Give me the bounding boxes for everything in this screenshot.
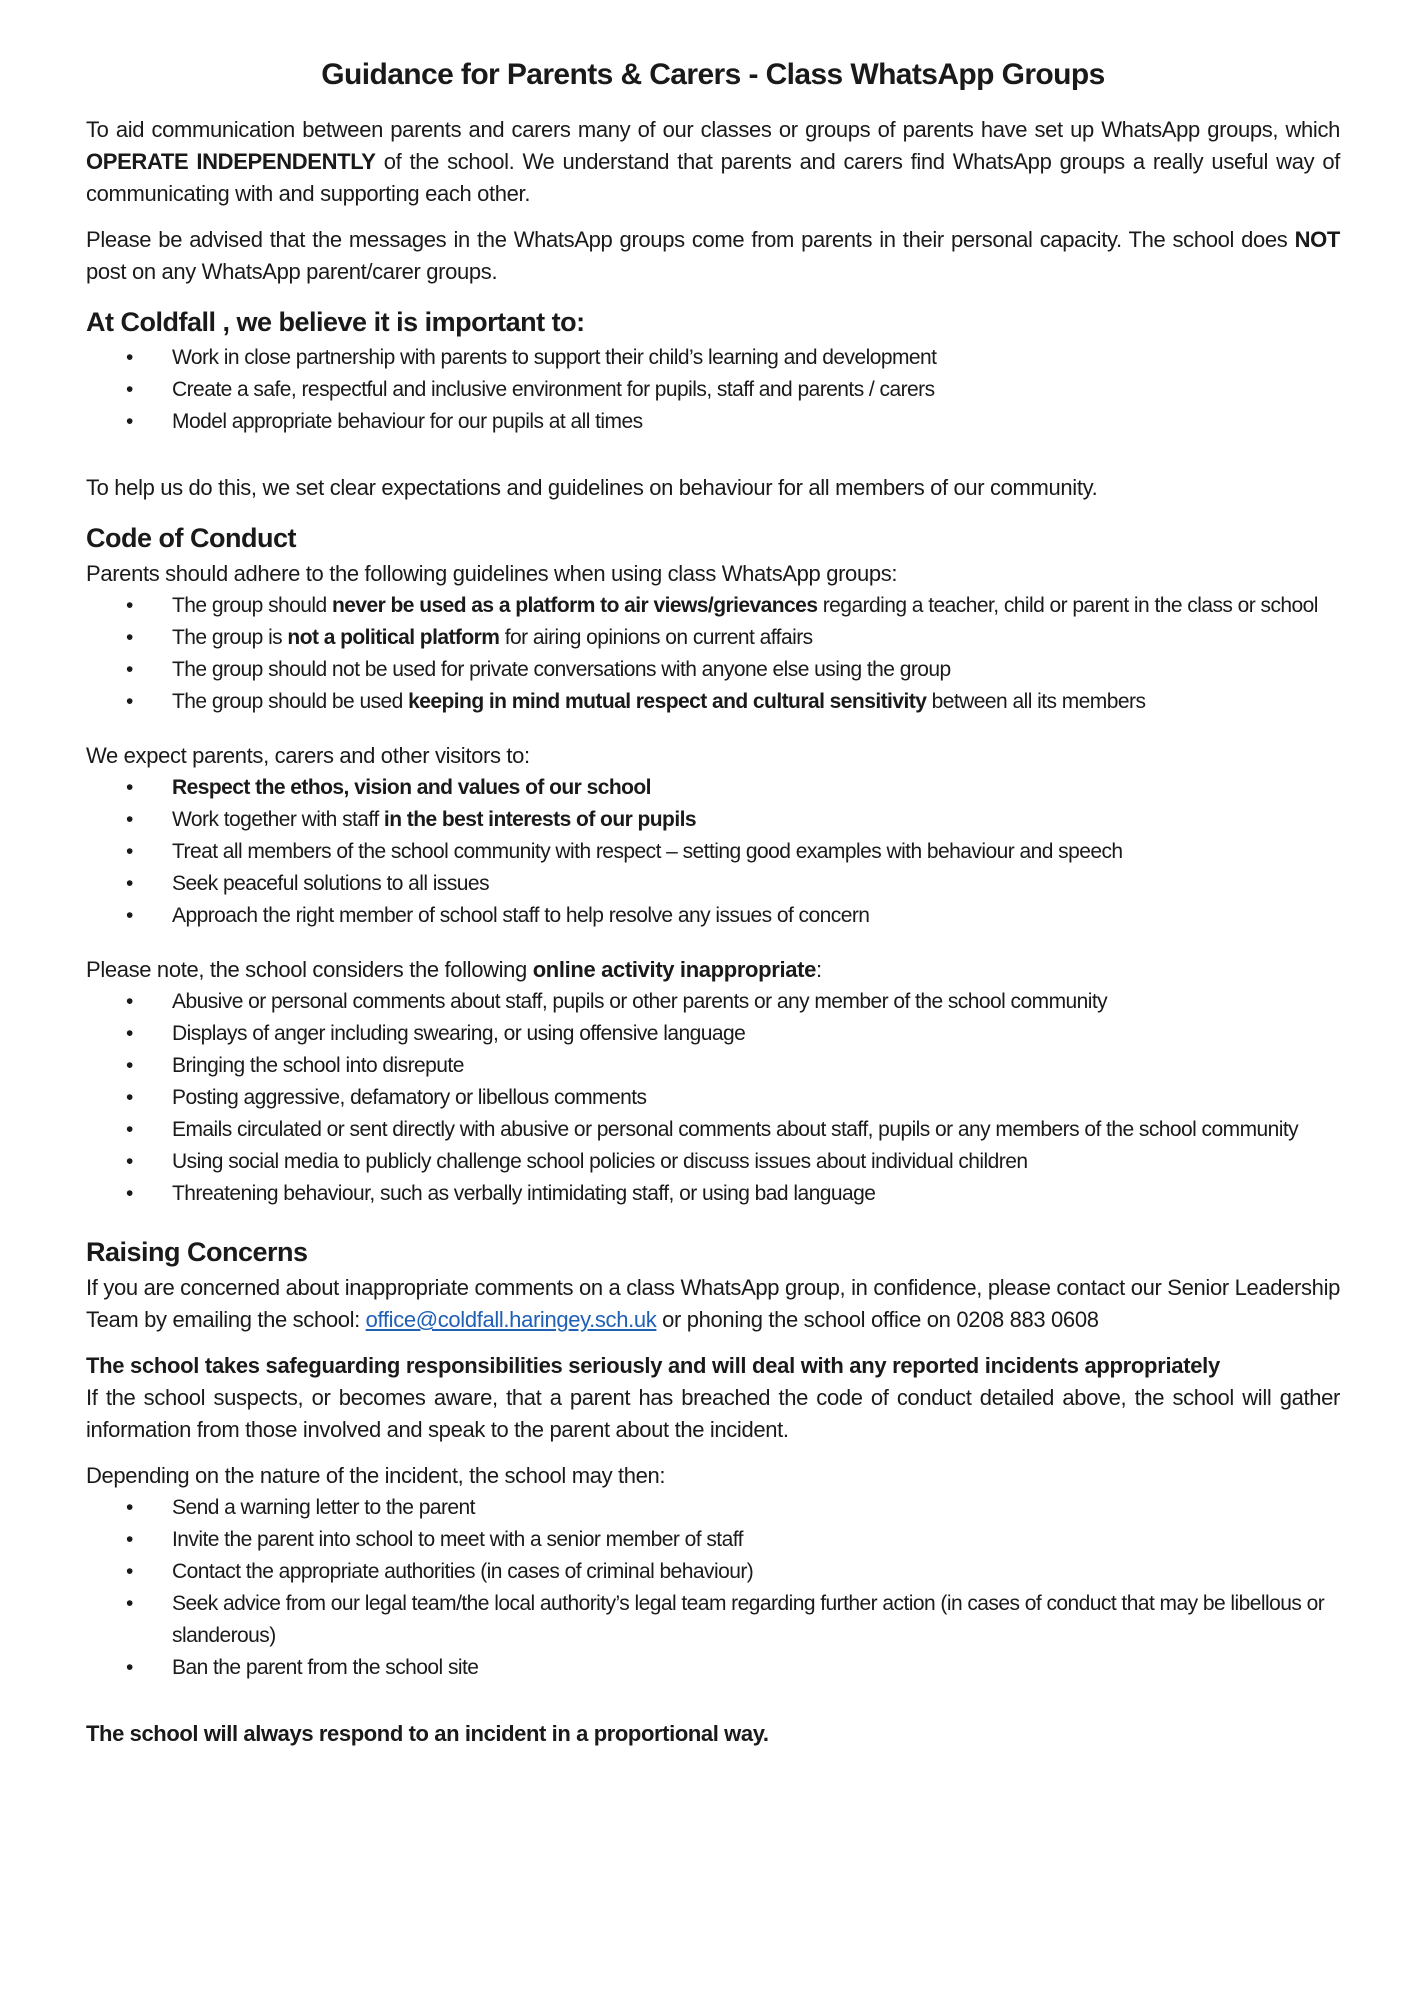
bullet-icon: • — [126, 1086, 133, 1109]
section-heading-raising-concerns: Raising Concerns — [86, 1237, 308, 1267]
bullet-icon: • — [126, 1496, 133, 1519]
beliefs-followup: To help us do this, we set clear expectations and guidelines on behaviour for all members of our community. — [86, 475, 1098, 500]
document-page — [86, 50, 1340, 1750]
bullet-icon: • — [126, 840, 133, 863]
raising-concerns-text: If you are concerned about inappropriate comments on a class WhatsApp group, in confidence, please contact our Senior Leadership Team by emailing the school: office@coldfall.haringey.sch.uk or phoning the school office on 0208 883 0608 — [86, 1275, 1340, 1332]
inappropriate-intro: Please note, the school considers the following online activity inappropriate: — [86, 957, 822, 982]
list-item: • Bringing the school into disrepute — [86, 1050, 1340, 1082]
bullet-icon: • — [126, 1118, 133, 1141]
bullet-icon: • — [126, 690, 133, 713]
bullet-icon: • — [126, 410, 133, 433]
code-of-conduct-intro: Parents should adhere to the following guidelines when using class WhatsApp groups: — [86, 561, 898, 586]
emphasis-text: OPERATE INDEPENDENTLY — [86, 149, 376, 174]
list-item: • Approach the right member of school staff to help resolve any issues of concern — [86, 900, 1340, 932]
bullet-icon: • — [126, 1182, 133, 1205]
list-item: • The group should be used keeping in mind mutual respect and cultural sensitivity between all its members — [86, 686, 1340, 718]
bullet-icon: • — [126, 346, 133, 369]
expectations-intro: We expect parents, carers and other visitors to: — [86, 743, 530, 768]
list-item: • Work in close partnership with parents to support their child’s learning and development — [86, 342, 1340, 374]
list-item: • Treat all members of the school community with respect – setting good examples with behaviour and speech — [86, 836, 1340, 868]
list-item: • Create a safe, respectful and inclusive environment for pupils, staff and parents / carers — [86, 374, 1340, 406]
section-heading-safeguarding: The school takes safeguarding responsibilities seriously and will deal with any reported incidents appropriately — [86, 1353, 1220, 1378]
section-heading-code-of-conduct: Code of Conduct — [86, 523, 296, 553]
intro-paragraph-1: To aid communication between parents and carers many of our classes or groups of parents have set up WhatsApp groups, which OPERATE INDEPENDENTLY of the school. We understand that parents and carers find WhatsApp groups a really useful way of communicating with and supporting each other. — [86, 117, 1340, 206]
bullet-icon: • — [126, 1656, 133, 1679]
bullet-icon: • — [126, 776, 133, 799]
list-item: • Seek peaceful solutions to all issues — [86, 868, 1340, 900]
list-item: • The group should not be used for private conversations with anyone else using the group — [86, 654, 1340, 686]
bullet-icon: • — [126, 872, 133, 895]
list-item: • The group is not a political platform for airing opinions on current affairs — [86, 622, 1340, 654]
closing-statement: The school will always respond to an incident in a proportional way. — [86, 1721, 769, 1746]
list-item: • Send a warning letter to the parent — [86, 1492, 1340, 1524]
page-title: Guidance for Parents & Carers - Class WhatsApp Groups — [321, 58, 1105, 91]
intro-paragraph-2: Please be advised that the messages in the WhatsApp groups come from parents in their personal capacity. The school does NOT post on any WhatsApp parent/carer groups. — [86, 227, 1340, 284]
beliefs-list — [86, 342, 1340, 438]
list-item: • Using social media to publicly challenge school policies or discuss issues about individual children — [86, 1146, 1340, 1178]
bullet-icon: • — [126, 378, 133, 401]
inappropriate-list — [86, 986, 1340, 1210]
email-link[interactable]: office@coldfall.haringey.sch.uk — [365, 1307, 657, 1332]
bullet-icon: • — [126, 1150, 133, 1173]
section-heading-beliefs: At Coldfall , we believe it is important to: — [86, 307, 585, 337]
list-item: • Work together with staff in the best interests of our pupils — [86, 804, 1340, 836]
list-item: • Contact the appropriate authorities (in cases of criminal behaviour) — [86, 1556, 1340, 1588]
bullet-icon: • — [126, 658, 133, 681]
list-item: • Invite the parent into school to meet with a senior member of staff — [86, 1524, 1340, 1556]
bullet-icon: • — [126, 1560, 133, 1583]
bullet-icon: • — [126, 808, 133, 831]
bullet-icon: • — [126, 594, 133, 617]
list-item: • Abusive or personal comments about staff, pupils or other parents or any member of the school community — [86, 986, 1340, 1018]
bullet-icon: • — [126, 1022, 133, 1045]
list-item: • Ban the parent from the school site — [86, 1652, 1340, 1684]
bullet-icon: • — [126, 626, 133, 649]
emphasis-text: NOT — [1294, 227, 1340, 252]
bullet-icon: • — [126, 1054, 133, 1077]
bullet-icon: • — [126, 990, 133, 1013]
list-item: • Seek advice from our legal team/the local authority’s legal team regarding further action (in cases of conduct that may be libellous or slanderous) — [86, 1588, 1340, 1652]
list-item: • Threatening behaviour, such as verbally intimidating staff, or using bad language — [86, 1178, 1340, 1210]
bullet-icon: • — [126, 1528, 133, 1551]
bullet-icon: • — [126, 904, 133, 927]
actions-list — [86, 1492, 1340, 1684]
bullet-icon: • — [126, 1592, 133, 1615]
list-item: • Posting aggressive, defamatory or libellous comments — [86, 1082, 1340, 1114]
list-item: • Model appropriate behaviour for our pupils at all times — [86, 406, 1340, 438]
list-item: • Respect the ethos, vision and values of our school — [86, 772, 1340, 804]
safeguarding-text: If the school suspects, or becomes aware, that a parent has breached the code of conduct detailed above, the school will gather information from those involved and speak to the parent about the incident. — [86, 1385, 1340, 1442]
list-item: • Displays of anger including swearing, or using offensive language — [86, 1018, 1340, 1050]
list-item: • The group should never be used as a platform to air views/grievances regarding a teacher, child or parent in the class or school — [86, 590, 1340, 622]
expectations-list — [86, 772, 1340, 932]
code-of-conduct-list — [86, 590, 1340, 718]
actions-intro: Depending on the nature of the incident, the school may then: — [86, 1463, 666, 1488]
list-item: • Emails circulated or sent directly with abusive or personal comments about staff, pupils or any members of the school community — [86, 1114, 1340, 1146]
